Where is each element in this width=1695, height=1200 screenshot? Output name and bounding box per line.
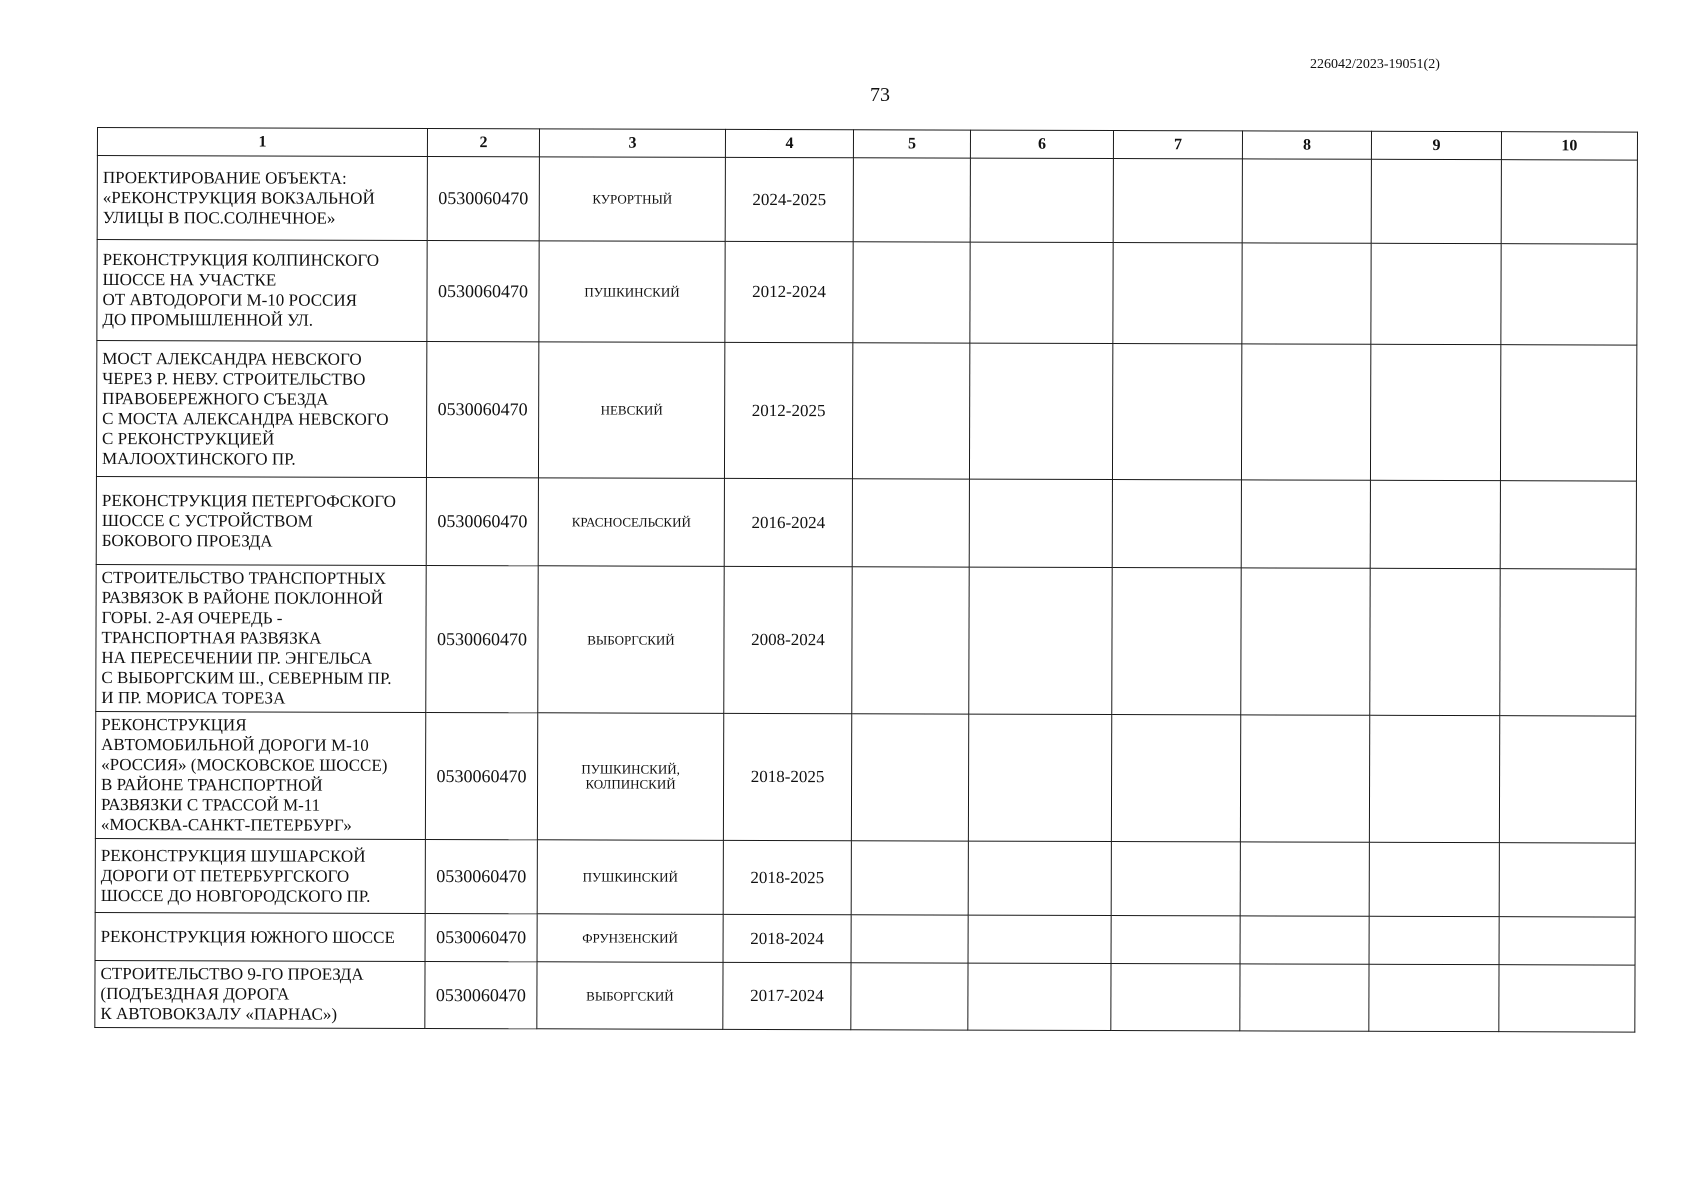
empty-cell-col-6: [969, 567, 1112, 714]
empty-cell-col-7: [1111, 916, 1240, 964]
column-header-4: 4: [725, 129, 853, 157]
district-line: ПУШКИНСКИЙ: [582, 869, 678, 885]
project-name-line: РЕКОНСТРУКЦИЯ ЮЖНОГО ШОССЕ: [100, 926, 395, 947]
project-name-line: ШОССЕ НА УЧАСТКЕ: [102, 270, 277, 290]
empty-cell-col-5: [852, 567, 969, 714]
project-name-line: «РЕКОНСТРУКЦИЯ ВОКЗАЛЬНОЙ: [102, 187, 375, 208]
project-name-line: МАЛООХТИНСКОГО ПР.: [101, 448, 296, 469]
project-name-cell: [95, 912, 425, 961]
district-cell: [539, 241, 725, 343]
district-line: ФРУНЗЕНСКИЙ: [582, 930, 678, 946]
district-line: НЕВСКИЙ: [600, 402, 663, 418]
project-name-line: ПРОЕКТИРОВАНИЕ ОБЪЕКТА:: [102, 167, 347, 188]
project-name-line: СТРОИТЕЛЬСТВО 9-ГО ПРОЕЗДА: [100, 964, 364, 984]
empty-cell-col-5: [851, 714, 968, 841]
years-cell: 2012-2024: [725, 241, 853, 342]
budget-code-cell: 0530060470: [427, 240, 539, 341]
district-cell: [539, 157, 725, 242]
column-header-8: 8: [1242, 131, 1371, 159]
empty-cell-col-8: [1241, 480, 1370, 568]
empty-cell-col-6: [970, 242, 1113, 343]
empty-cell-col-9: [1370, 480, 1500, 568]
empty-cell-col-6: [968, 841, 1111, 915]
years-cell: 2016-2024: [724, 478, 852, 566]
district-line: КРАСНОСЕЛЬСКИЙ: [571, 514, 691, 530]
project-name-line: С ВЫБОРГСКИМ Ш., СЕВЕРНЫМ ПР.: [101, 668, 392, 688]
table-row: [97, 156, 1637, 245]
empty-cell-col-8: [1242, 159, 1371, 243]
empty-cell-col-10: [1500, 345, 1636, 481]
empty-cell-col-6: [969, 343, 1112, 479]
district-line: ВЫБОРГСКИЙ: [587, 631, 675, 648]
budget-code-cell: 0530060470: [427, 156, 539, 240]
empty-cell-col-10: [1499, 716, 1635, 843]
table-row: [96, 476, 1636, 569]
column-header-5: 5: [853, 130, 970, 158]
column-header-6: 6: [970, 130, 1113, 158]
empty-cell-col-7: [1113, 159, 1242, 243]
budget-code-cell: 0530060470: [425, 839, 537, 913]
empty-cell-col-7: [1111, 715, 1240, 842]
empty-cell-col-10: [1499, 843, 1635, 917]
years-cell: 2018-2025: [723, 713, 851, 840]
project-name-cell: [95, 711, 425, 839]
empty-cell-col-5: [852, 479, 969, 567]
district-line: ПУШКИНСКИЙ,: [581, 761, 680, 777]
project-name-line: ПРАВОБЕРЕЖНОГО СЪЕЗДА: [102, 388, 329, 409]
district-cell: [537, 840, 723, 915]
project-name-line: В РАЙОНЕ ТРАНСПОРТНОЙ: [101, 775, 323, 795]
project-name-line: БОКОВОГО ПРОЕЗДА: [101, 530, 273, 551]
empty-cell-col-5: [853, 158, 970, 242]
empty-cell-col-7: [1111, 842, 1240, 916]
column-header-1: 1: [97, 128, 427, 157]
empty-cell-col-8: [1242, 243, 1371, 344]
project-name-line: НА ПЕРЕСЕЧЕНИИ ПР. ЭНГЕЛЬСА: [101, 648, 373, 668]
table-row: [97, 240, 1637, 346]
budget-code-cell: 0530060470: [425, 961, 537, 1028]
empty-cell-col-10: [1501, 160, 1637, 244]
empty-cell-col-5: [851, 915, 968, 963]
project-name-cell: [97, 156, 427, 241]
project-name-line: ДО ПРОМЫШЛЕННОЙ УЛ.: [102, 310, 314, 330]
empty-cell-col-10: [1500, 569, 1636, 716]
budget-code-cell: 0530060470: [426, 341, 538, 477]
years-cell: 2012-2025: [724, 342, 852, 478]
project-name-line: «МОСКВА-САНКТ-ПЕТЕРБУРГ»: [100, 815, 352, 835]
column-header-10: 10: [1501, 132, 1637, 160]
district-cell: [538, 342, 724, 479]
empty-cell-col-9: [1369, 842, 1499, 916]
table-row: [96, 564, 1636, 716]
budget-code-cell: 0530060470: [425, 712, 537, 839]
empty-cell-col-7: [1112, 344, 1241, 480]
empty-cell-col-7: [1113, 243, 1242, 344]
column-header-7: 7: [1113, 131, 1242, 159]
district-line: ПУШКИНСКИЙ: [584, 283, 680, 300]
table-body: [95, 156, 1638, 1033]
project-name-line: РЕКОНСТРУКЦИЯ КОЛПИНСКОГО: [102, 250, 380, 270]
document-id: 226042/2023-19051(2): [1310, 57, 1440, 72]
empty-cell-col-7: [1112, 568, 1241, 715]
empty-cell-col-10: [1501, 244, 1637, 345]
table-row: [95, 711, 1635, 843]
project-name-line: РЕКОНСТРУКЦИЯ ШУШАРСКОЙ: [100, 845, 366, 866]
project-name-line: МОСТ АЛЕКСАНДРА НЕВСКОГО: [102, 348, 362, 369]
years-cell: 2008-2024: [724, 566, 852, 713]
project-name-line: ДОРОГИ ОТ ПЕТЕРБУРГСКОГО: [100, 865, 350, 886]
project-name-cell: [96, 341, 426, 478]
empty-cell-col-7: [1111, 964, 1240, 1031]
district-cell: [538, 478, 724, 567]
district-cell: [537, 914, 723, 963]
project-name-line: УЛИЦЫ В ПОС.СОЛНЕЧНОЕ»: [102, 207, 336, 228]
empty-cell-col-8: [1241, 568, 1370, 715]
project-name-line: К АВТОВОКЗАЛУ «ПАРНАС»): [100, 1004, 338, 1024]
empty-cell-col-9: [1370, 568, 1500, 715]
empty-cell-col-5: [852, 343, 969, 479]
district-cell: [537, 713, 723, 841]
table-row: [95, 960, 1635, 1032]
project-name-line: И ПР. МОРИСА ТОРЕЗА: [101, 688, 286, 708]
table-header: [97, 128, 1637, 161]
district-line: ВЫБОРГСКИЙ: [586, 987, 674, 1004]
project-name-line: ШОССЕ С УСТРОЙСТВОМ: [101, 510, 313, 531]
project-name-line: С РЕКОНСТРУКЦИЕЙ: [102, 428, 275, 449]
project-name-line: РАЗВЯЗКИ С ТРАССОЙ М-11: [100, 795, 321, 815]
district-cell: [538, 566, 724, 714]
years-cell: 2017-2024: [723, 962, 851, 1029]
empty-cell-col-5: [851, 841, 968, 915]
project-name-line: РЕКОНСТРУКЦИЯ ПЕТЕРГОФСКОГО: [101, 490, 396, 511]
page-number: 73: [870, 84, 890, 106]
project-name-line: ОТ АВТОДОРОГИ М-10 РОССИЯ: [102, 290, 358, 310]
table-row: [95, 912, 1635, 965]
years-cell: 2024-2025: [725, 157, 853, 241]
empty-cell-col-8: [1241, 344, 1370, 480]
project-name-line: ГОРЫ. 2-АЯ ОЧЕРЕДЬ -: [101, 608, 283, 628]
years-cell: 2018-2025: [723, 840, 851, 914]
column-header-9: 9: [1371, 131, 1501, 159]
empty-cell-col-9: [1369, 964, 1499, 1031]
project-name-line: АВТОМОБИЛЬНОЙ ДОРОГИ М-10: [101, 735, 369, 755]
empty-cell-col-9: [1370, 344, 1500, 480]
project-name-cell: [97, 240, 427, 342]
empty-cell-col-5: [853, 242, 970, 343]
budget-code-cell: 0530060470: [426, 565, 538, 712]
empty-cell-col-6: [970, 158, 1113, 242]
project-name-line: «РОССИЯ» (МОСКОВСКОЕ ШОССЕ): [101, 755, 388, 775]
budget-code-cell: 0530060470: [425, 913, 537, 961]
project-name-line: СТРОИТЕЛЬСТВО ТРАНСПОРТНЫХ: [101, 568, 387, 588]
empty-cell-col-9: [1369, 715, 1499, 842]
district-line: КУРОРТНЫЙ: [592, 191, 673, 207]
years-cell: 2018-2024: [723, 914, 851, 962]
column-header-3: 3: [539, 129, 725, 158]
empty-cell-col-6: [968, 915, 1111, 963]
empty-cell-col-9: [1371, 243, 1501, 344]
empty-cell-col-6: [968, 714, 1111, 841]
empty-cell-col-7: [1112, 480, 1241, 568]
project-name-line: РАЗВЯЗОК В РАЙОНЕ ПОКЛОННОЙ: [101, 588, 383, 608]
project-name-cell: [96, 564, 426, 712]
project-name-cell: [96, 476, 426, 565]
projects-table: [94, 127, 1638, 1033]
header-row: [97, 128, 1637, 161]
empty-cell-col-10: [1499, 965, 1635, 1032]
empty-cell-col-8: [1240, 715, 1369, 842]
project-name-line: ТРАНСПОРТНАЯ РАЗВЯЗКА: [101, 628, 322, 648]
budget-code-cell: 0530060470: [426, 477, 538, 565]
column-header-2: 2: [427, 128, 539, 156]
empty-cell-col-8: [1240, 964, 1369, 1031]
empty-cell-col-8: [1240, 842, 1369, 916]
empty-cell-col-8: [1240, 916, 1369, 964]
district-line: КОЛПИНСКИЙ: [585, 776, 676, 792]
empty-cell-col-6: [968, 963, 1111, 1030]
district-cell: [537, 962, 723, 1030]
empty-cell-col-10: [1499, 917, 1635, 965]
table-row: [95, 838, 1635, 917]
project-name-cell: [95, 960, 425, 1028]
empty-cell-col-10: [1500, 481, 1636, 569]
table-row: [96, 341, 1636, 482]
empty-cell-col-9: [1369, 916, 1499, 964]
project-name-line: ЧЕРЕЗ Р. НЕВУ. СТРОИТЕЛЬСТВО: [102, 368, 366, 389]
project-name-line: ШОССЕ ДО НОВГОРОДСКОГО ПР.: [100, 885, 371, 906]
empty-cell-col-9: [1371, 159, 1501, 243]
empty-cell-col-5: [851, 963, 968, 1030]
project-name-line: (ПОДЪЕЗДНАЯ ДОРОГА: [100, 984, 290, 1004]
project-name-line: С МОСТА АЛЕКСАНДРА НЕВСКОГО: [102, 408, 389, 429]
empty-cell-col-6: [969, 479, 1112, 567]
project-name-cell: [95, 838, 425, 913]
project-name-line: РЕКОНСТРУКЦИЯ: [101, 715, 247, 735]
